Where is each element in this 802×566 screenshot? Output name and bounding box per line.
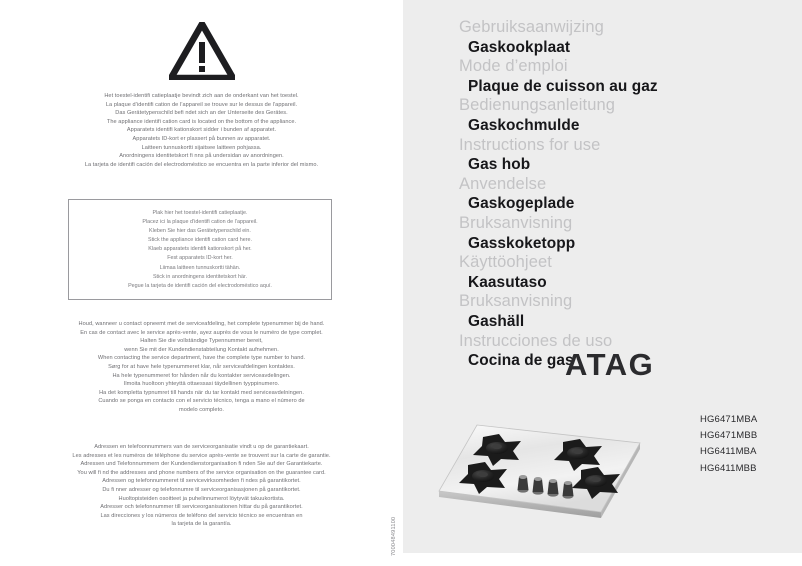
language-title: Anvendelse (459, 174, 547, 193)
card-box-line: Liimaa laitteen tunnuskortti tähän. (159, 264, 241, 271)
notice-line: Du fi nner adresser og telefonnumre til serviceorganisasjonen på garantikortet. (102, 486, 301, 493)
model-number: HG6411MBB (700, 462, 757, 474)
card-box-line: Pegue la tarjeta de identifi cación del electrodoméstico aquí. (128, 282, 272, 289)
language-title: Bruksanvisning (459, 213, 573, 232)
notice-line: The appliance identifi cation card is located on the bottom of the appliance. (106, 118, 297, 125)
notice-line: Adressen und Telefonnummern der Kundendienstorganisation fi nden Sie auf der Garantiekarte. (80, 461, 323, 468)
notice-line: Anordningens identitetskort fi nns på undersidan av anordningen. (119, 153, 284, 160)
language-product: Kaasutaso (468, 273, 547, 291)
notice-line: la tarjeta de la garantía. (171, 521, 232, 528)
notice-line: Ilmoita huoltoon yhteyttä ottaessasi täydellinen tyyppinumero. (123, 381, 280, 388)
model-number: HG6411MBA (700, 446, 757, 458)
notice-line: Adresser och telefonnummer till serviceorganisationen hittar du på garantikortet. (100, 504, 303, 511)
notice-line: Halten Sie die vollständige Typennummer bereit, (140, 338, 263, 345)
document-code-text: 700048491100 (391, 516, 397, 556)
model-number: HG6471MBB (700, 430, 758, 442)
notice-line: wenn Sie mit der Kundendienstabteilung Kontakt aufnehmen. (124, 346, 279, 353)
notice-line: Adressen og telefonnummeret til servicevirksomheden fi ndes på garantikortet. (102, 478, 301, 485)
card-box-line: Stick the appliance identifi cation card here. (148, 237, 252, 244)
language-product: Gaskochmulde (468, 116, 580, 134)
notice-line: La plaque d’identifi cation de l’appareil se trouve sur le dessus de l’appareil. (105, 101, 298, 108)
language-product: Gashäll (468, 312, 525, 330)
card-box-text (69, 209, 331, 291)
notice-line: Las direcciones y los números de teléfono del servicio técnico se encuentran en (100, 512, 303, 519)
service-contact-notice (0, 320, 403, 415)
model-number: HG6471MBA (700, 414, 758, 425)
warning-triangle-icon (169, 22, 235, 85)
service-address-notice (0, 443, 403, 529)
language-title: Instructions for use (459, 135, 601, 154)
card-box-line: Fest apparatets ID-kort her. (167, 255, 233, 262)
language-title: Bruksanvisning (459, 292, 573, 311)
notice-line: Das Gerätetypenschild befi ndet sich an der Unterseite des Gerätes. (115, 110, 288, 117)
notice-line: Laitteen tunnuskortti sijaitsee laitteen pohjassa. (141, 144, 262, 151)
atag-logo: ATAG (565, 347, 655, 382)
notice-line: Sørg for at have hele typenummeret klar, når serviceafdelingen kontaktes. (108, 363, 295, 370)
notice-line: You will fi nd the addresses and phone numbers of the service organisation on the guarantee card. (77, 469, 326, 476)
language-title: Käyttöohjeet (459, 253, 552, 272)
language-entry-da (459, 175, 799, 214)
notice-line: Apparatets identifi kationskort sidder i bunden af apparatet. (126, 127, 277, 134)
warning-triangle-container (0, 22, 403, 85)
notice-line: Houd, wanneer u contact opneemt met de serviceafdeling, het complete typenummer bij de hand. (78, 321, 325, 327)
language-product: Gaskogeplade (468, 195, 575, 213)
language-entry-en (459, 136, 799, 175)
language-product: Gaskookplaat (468, 38, 571, 56)
language-title: Bedienungsanleitung (459, 96, 616, 115)
language-entry-no (459, 214, 799, 253)
notice-line: Ha hele typenummeret for hånden når du kontakter serviceavdelingen. (112, 372, 291, 379)
language-product: Gasskoketopp (468, 234, 576, 252)
notice-line: En cas de contact avec le service après-vente, ayez auprès de vous le numéro de type complet. (80, 329, 323, 336)
notice-line: When contacting the service department, have the complete type number to hand. (97, 355, 306, 362)
card-box-line: Klaeb apparatets identifi kationskort på her. (148, 246, 252, 253)
identification-notice (0, 92, 403, 169)
language-product: Cocina de gas (468, 352, 574, 370)
language-product: Gas hob (468, 156, 531, 174)
card-box-line: Stick in anordningens identitetskort här. (152, 273, 248, 280)
notice-line: Ha det kompletta typnumret till hands när du tar kontakt med serviceavdelningen. (99, 389, 304, 396)
language-entry-sv (459, 292, 799, 331)
card-box-line: Kleben Sie hier das Gerätetypenschild ein. (149, 228, 251, 235)
notice-line: Het toestel-identifi catieplaatje bevindt zich aan de onderkant van het toestel. (104, 93, 299, 99)
identification-card-box (68, 199, 332, 300)
card-box-line: Placez ici la plaque d’identifi cation de l’appareil. (142, 219, 258, 226)
language-list (459, 18, 799, 371)
notice-line: Les adresses et les numéros de téléphone du service après-vente se trouvent sur la carte de garantie. (72, 452, 331, 459)
language-entry-fi (459, 253, 799, 292)
language-product: Plaque de cuisson au gaz (468, 77, 658, 95)
card-box-line: Plak hier het toestel-identifi catieplaatje. (152, 210, 248, 216)
document-code (380, 492, 396, 558)
gas-hob-photo (433, 415, 648, 535)
notice-line: Adressen en telefoonnummers van de serviceorganisatie vindt u op de garantiekaart. (94, 444, 309, 450)
right-panel (403, 0, 802, 553)
language-entry-fr (459, 57, 799, 96)
notice-line: modelo completo. (179, 406, 224, 413)
language-entry-de (459, 96, 799, 135)
language-title: Mode d’emploi (459, 57, 568, 76)
notice-line: Cuando se ponga en contacto con el servicio técnico, tenga a mano el número de (98, 398, 305, 405)
model-number-list (700, 412, 800, 477)
language-title: Gebruiksaanwijzing (459, 18, 604, 36)
language-title: Instrucciones de uso (459, 331, 613, 350)
language-entry-nl (459, 18, 799, 57)
notice-line: Huoltopisteiden osoitteet ja puhelinnumerot löytyvät takuukortista. (118, 495, 285, 502)
notice-line: La tarjeta de identifi cación del electrodoméstico se encuentra en la parte inferior del mismo. (84, 161, 319, 168)
notice-line: Apparatets ID-kort er plassert på bunnen av apparatet. (132, 135, 271, 142)
